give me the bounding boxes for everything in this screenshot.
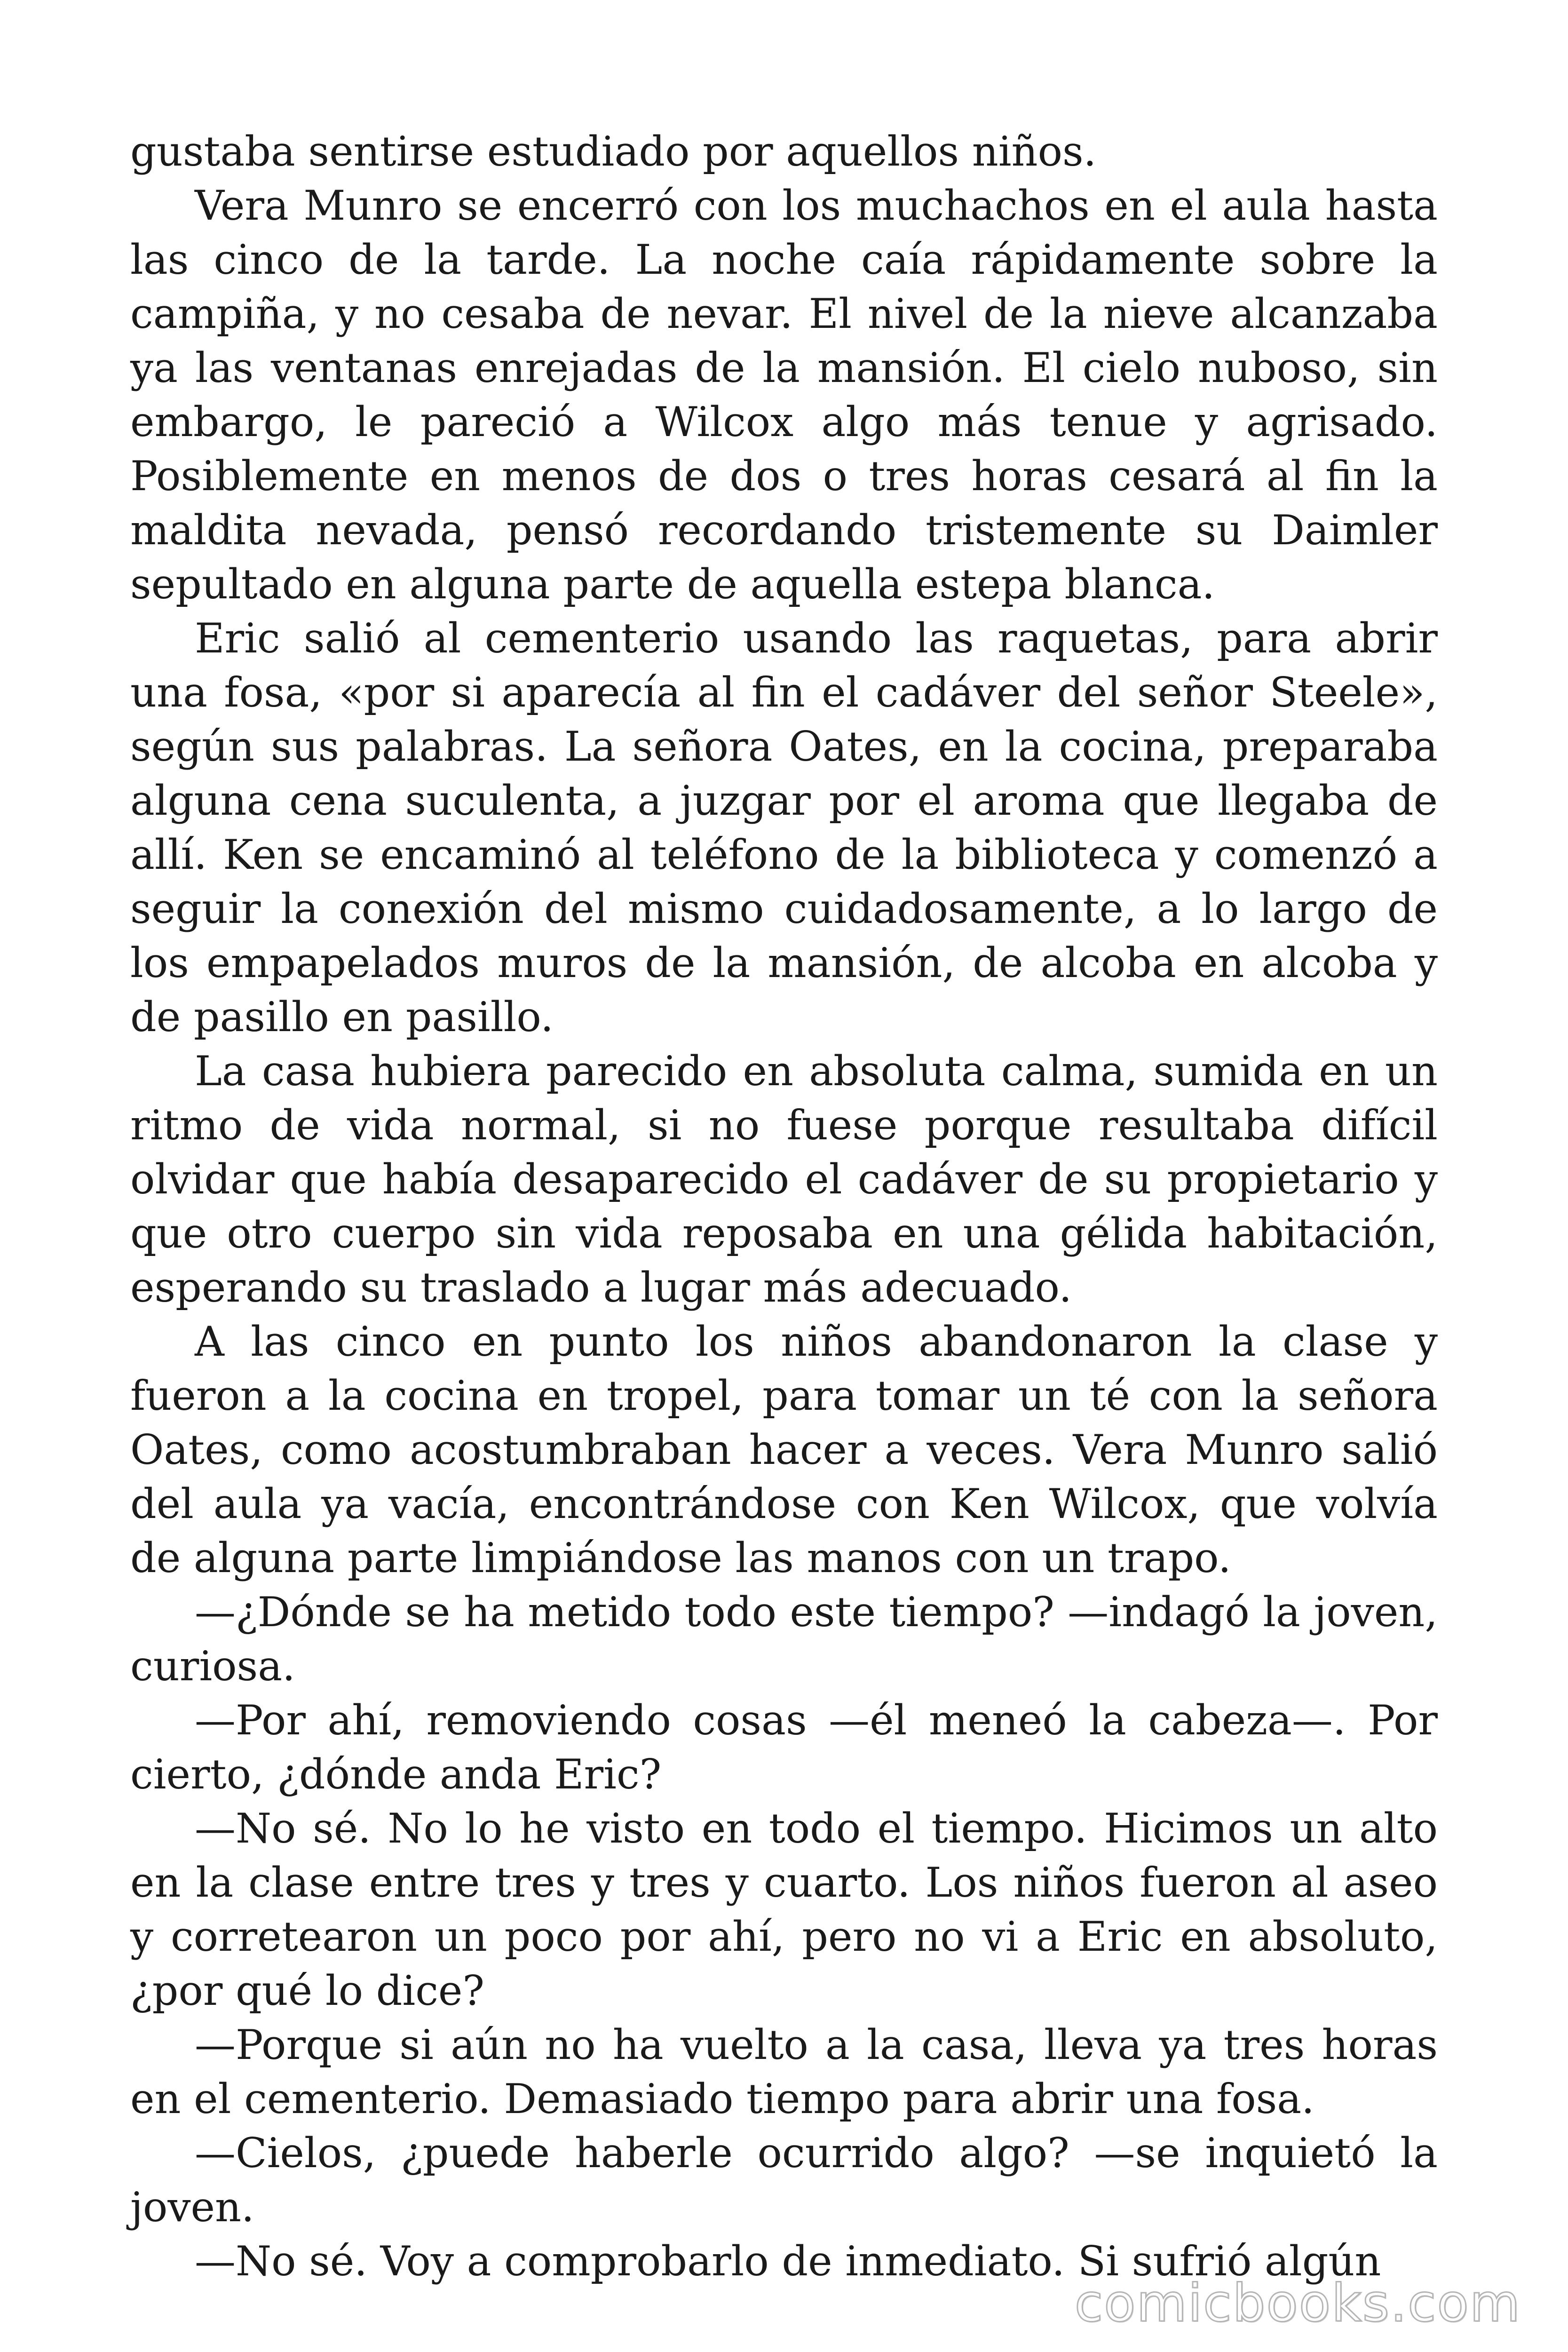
paragraph-9: —Porque si aún no ha vuelto a la casa, lleva ya tres horas en el cementerio. Demasiado tiempo para abrir una fosa. <box>130 2021 1438 2123</box>
paragraph-8: —No sé. No lo he visto en todo el tiempo. Hicimos un alto en la clase entre tres y tres y cuarto. Los niños fueron al aseo y corretearon un poco por ahí, pero no vi a Eric en absoluto, ¿por qué lo dice? <box>130 1804 1438 2015</box>
paragraph-2: Vera Munro se encerró con los muchachos en el aula hasta las cinco de la tarde. La noche caía rápidamente sobre la campiña, y no cesaba de nevar. El nivel de la nieve alcanzaba ya las ventanas enrejadas de la mansión. El cielo nuboso, sin embargo, le pareció a Wilcox algo más tenue y agrisado. Posiblemente en menos de dos o tres horas cesará al fin la maldita nevada, pensó recordando tristemente su Daimler sepultado en alguna parte de aquella estepa blanca. <box>130 182 1438 608</box>
paragraph-11: —No sé. Voy a comprobarlo de inmediato. Si sufrió algún <box>195 2237 1381 2285</box>
paragraph-7: —Por ahí, removiendo cosas —él meneó la cabeza—. Por cierto, ¿dónde anda Eric? <box>130 1696 1438 1798</box>
paragraph-6: —¿Dónde se ha metido todo este tiempo? —indagó la joven, curiosa. <box>130 1588 1438 1690</box>
paragraph-3: Eric salió al cementerio usando las raquetas, para abrir una fosa, «por si aparecía al fin el cadáver del señor Steele», según sus palabras. La señora Oates, en la cocina, preparaba alguna cena suculenta, a juzgar por el aroma que llegaba de allí. Ken se encaminó al teléfono de la biblioteca y comenzó a seguir la conexión del mismo cuidadosamente, a lo largo de los empapelados muros de la mansión, de alcoba en alcoba y de pasillo en pasillo. <box>130 614 1438 1041</box>
paragraph-4: La casa hubiera parecido en absoluta calma, sumida en un ritmo de vida normal, si no fuese porque resultaba difícil olvidar que había desaparecido el cadáver de su propietario y que otro cuerpo sin vida reposaba en una gélida habitación, esperando su traslado a lugar más adecuado. <box>130 1047 1438 1311</box>
paragraph-1: gustaba sentirse estudiado por aquellos niños. <box>130 127 1097 175</box>
paragraph-10: —Cielos, ¿puede haberle ocurrido algo? —se inquietó la joven. <box>130 2129 1438 2231</box>
watermark: comicbooks.com <box>1074 2273 1521 2333</box>
paragraph-5: A las cinco en punto los niños abandonaron la clase y fueron a la cocina en tropel, para tomar un té con la señora Oates, como acostumbraban hacer a veces. Vera Munro salió del aula ya vacía, encontrándose con Ken Wilcox, que volvía de alguna parte limpiándose las manos con un trapo. <box>130 1318 1438 1582</box>
book-page-text <box>130 125 1438 2288</box>
